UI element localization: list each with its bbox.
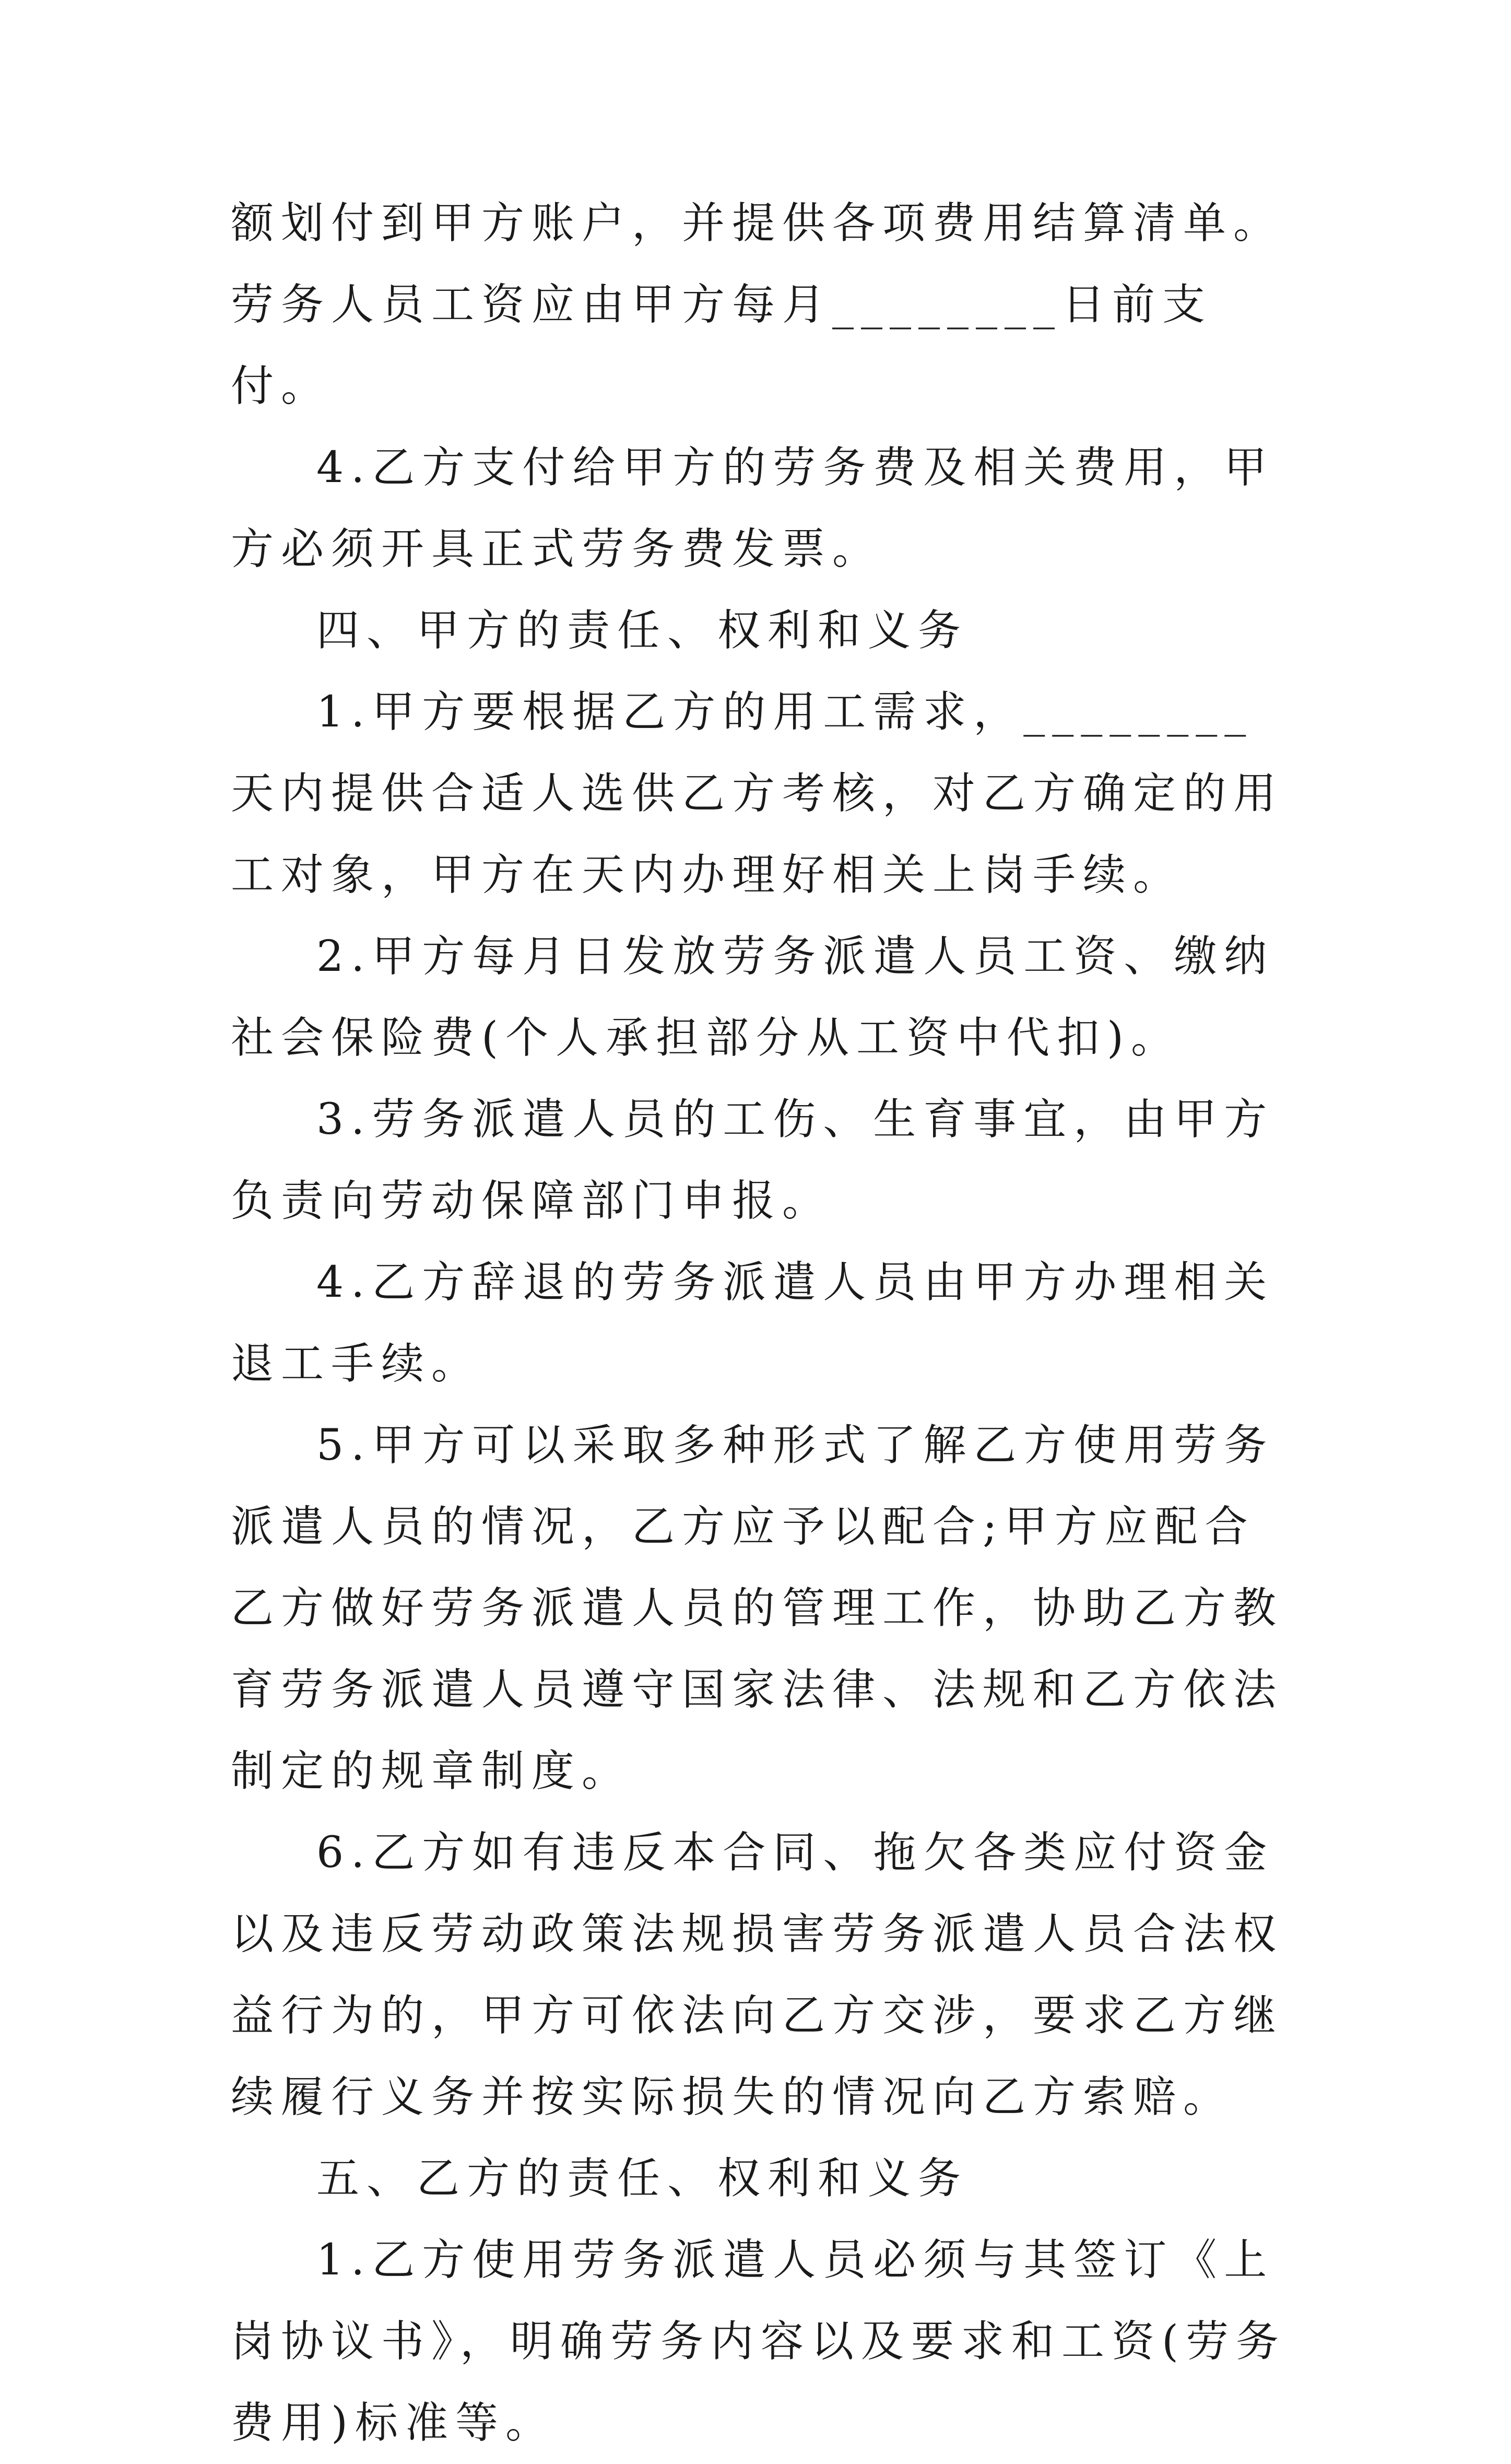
paragraph-a-6: 6.乙方如有违反本合同、拖欠各类应付资金以及违反劳动政策法规损害劳务派遣人员合法权益行为的，甲方可依法向乙方交涉，要求乙方继续履行义务并按实际损失的情况向乙方索赔。 — [231, 1828, 1284, 2122]
paragraph-a-5: 5.甲方可以采取多种形式了解乙方使用劳务派遣人员的情况，乙方应予以配合;甲方应配合乙方做好劳务派遣人员的管理工作，协助乙方教育劳务派遣人员遵守国家法律、法规和乙方依法制定的规章制度。 — [231, 1421, 1284, 1796]
paragraph-payment-settlement: 额划付到甲方账户，并提供各项费用结算清单。劳务人员工资应由甲方每月________日前支付。 — [231, 198, 1284, 411]
paragraph-a-1: 1.甲方要根据乙方的用工需求，________天内提供合适人选供乙方考核，对乙方确定的用工对象，甲方在天内办理好相关上岗手续。 — [231, 687, 1284, 900]
section-heading-party-a: 四、甲方的责任、权利和义务 — [316, 606, 969, 655]
section-heading-party-b: 五、乙方的责任、权利和义务 — [316, 2154, 969, 2203]
paragraph-invoice: 4.乙方支付给甲方的劳务费及相关费用，甲方必须开具正式劳务费发票。 — [231, 443, 1274, 574]
paragraph-a-3: 3.劳务派遣人员的工伤、生育事宜，由甲方负责向劳动保障部门申报。 — [231, 1095, 1274, 1226]
document-body — [231, 183, 1301, 2464]
paragraph-a-2: 2.甲方每月日发放劳务派遣人员工资、缴纳社会保险费(个人承担部分从工资中代扣)。 — [231, 932, 1274, 1063]
paragraph-b-1: 1.乙方使用劳务派遣人员必须与其签订《上岗协议书》，明确劳务内容以及要求和工资(劳务费用)标准等。 — [231, 2235, 1286, 2448]
paragraph-a-4: 4.乙方辞退的劳务派遣人员由甲方办理相关退工手续。 — [231, 1258, 1274, 1389]
